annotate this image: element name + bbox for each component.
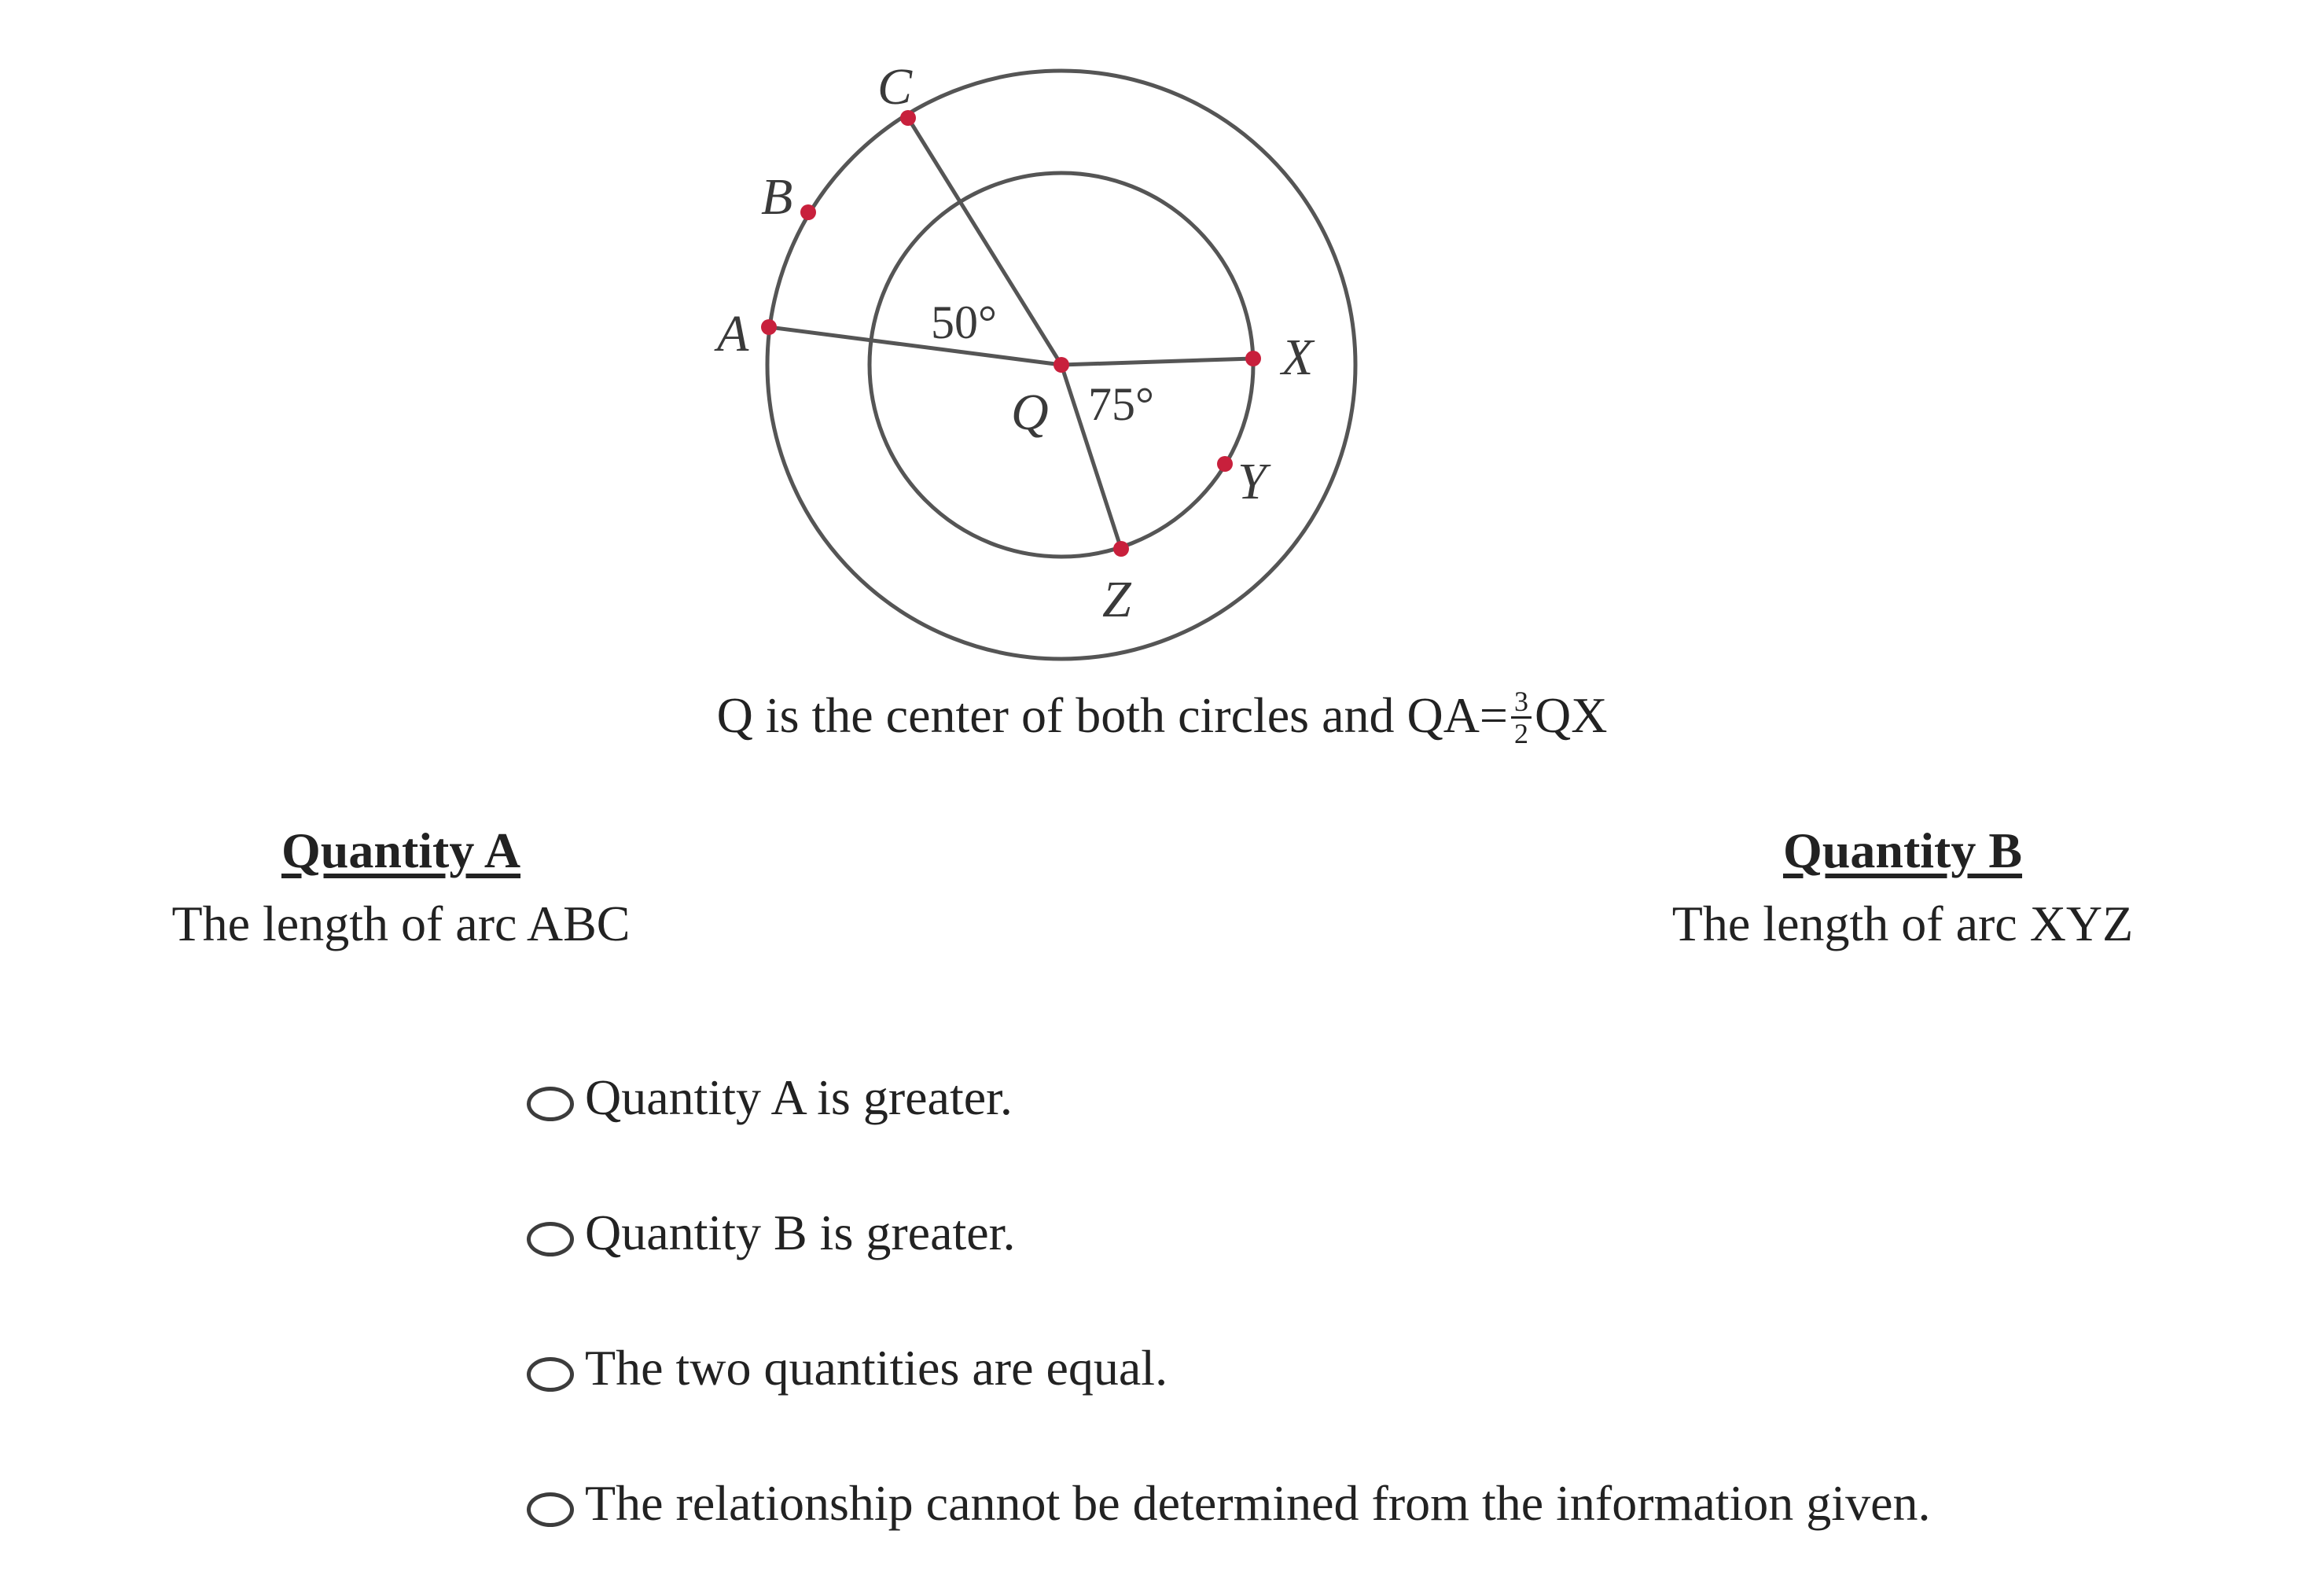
angle-label-50: 50° xyxy=(931,296,997,348)
figure-caption xyxy=(0,684,2324,752)
quantity-b-text: The length of arc XYZ xyxy=(1671,896,2134,951)
point-y xyxy=(1217,456,1233,472)
quantity-a-column xyxy=(47,818,755,959)
radius-qx xyxy=(1061,359,1253,365)
fraction-denominator: 2 xyxy=(1514,717,1528,749)
option-label: Quantity A is greater. xyxy=(585,1069,1013,1125)
label-b: B xyxy=(761,168,793,226)
fraction-numerator: 3 xyxy=(1511,686,1532,719)
label-q: Q xyxy=(1011,384,1049,441)
option-cannot-determine[interactable] xyxy=(527,1436,1930,1571)
point-a xyxy=(761,319,777,335)
point-x xyxy=(1245,351,1261,366)
point-z xyxy=(1113,541,1129,557)
quantity-a-heading: Quantity A xyxy=(281,822,521,878)
quantity-b-column xyxy=(1549,818,2256,959)
answer-options xyxy=(527,1030,1930,1571)
caption-suffix: QX xyxy=(1535,687,1608,743)
radio-button[interactable] xyxy=(527,1492,574,1527)
option-label: The two quantities are equal. xyxy=(585,1340,1168,1396)
option-label: The relationship cannot be determined from the information given. xyxy=(585,1475,1931,1531)
quantity-a-text: The length of arc ABC xyxy=(171,896,631,951)
option-label: Quantity B is greater. xyxy=(585,1205,1016,1260)
option-b-greater[interactable] xyxy=(527,1165,1930,1301)
radio-button[interactable] xyxy=(527,1357,574,1392)
fraction xyxy=(1511,686,1532,749)
radio-button[interactable] xyxy=(527,1087,574,1121)
point-b xyxy=(800,204,816,220)
option-a-greater[interactable] xyxy=(527,1030,1930,1165)
angle-label-75: 75° xyxy=(1088,378,1154,430)
label-z: Z xyxy=(1102,571,1131,628)
radius-qa xyxy=(769,327,1061,365)
label-x: X xyxy=(1282,329,1314,386)
label-a: A xyxy=(717,305,749,362)
caption-text: Q is the center of both circles and QA= xyxy=(716,687,1508,743)
radio-button[interactable] xyxy=(527,1222,574,1256)
option-equal[interactable] xyxy=(527,1301,1930,1436)
quantity-b-heading: Quantity B xyxy=(1782,822,2023,878)
point-q xyxy=(1054,357,1069,373)
label-y: Y xyxy=(1237,453,1267,510)
label-c: C xyxy=(877,58,913,116)
